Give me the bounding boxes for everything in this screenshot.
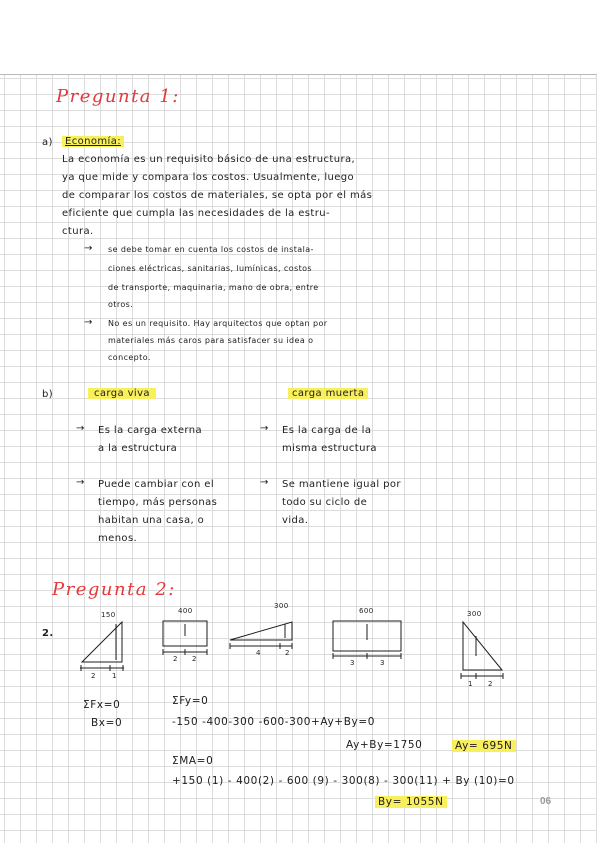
muerta-2-line-3: vida. (282, 515, 309, 526)
part-a-line-2: ya que mide y compara los costos. Usualmente, luego (62, 172, 355, 183)
bullet-1-arrow: → (84, 243, 93, 254)
bullet-1-line-3: de transporte, maquinaria, mano de obra, entre (108, 283, 319, 292)
dim-2-a: 2 (91, 672, 96, 680)
eq-sum-fy: ΣFy=0 (172, 695, 209, 707)
dim-2-e: 2 (488, 680, 493, 688)
muerta-arrow-2: → (260, 477, 269, 488)
bullet-2-arrow: → (84, 317, 93, 328)
viva-arrow-1: → (76, 423, 85, 434)
dim-1-a: 1 (112, 672, 117, 680)
bullet-2-line-3: concepto. (108, 353, 151, 362)
question-1-title: Pregunta 1: (56, 86, 180, 107)
eq-ay-plus-by: Ay+By=1750 (346, 739, 423, 751)
triangular-load-3 (463, 622, 502, 670)
result-by (375, 796, 447, 808)
bullet-1-line-2: ciones eléctricas, sanitarias, lumínicas, costos (108, 264, 312, 273)
bullet-1-line-1: se debe tomar en cuenta los costos de instala- (108, 245, 314, 254)
muerta-arrow-1: → (260, 423, 269, 434)
triangular-load-2 (230, 622, 292, 640)
page-number: 06 (540, 796, 552, 807)
question-2-title: Pregunta 2: (52, 579, 176, 600)
dim-2-d: 2 (285, 649, 290, 657)
problem-number: 2. (42, 628, 54, 639)
dim-3-a: 3 (350, 659, 355, 667)
dim-2-c: 2 (192, 655, 197, 663)
muerta-1-line-2: misma estructura (282, 443, 377, 454)
dim-3-b: 3 (380, 659, 385, 667)
viva-1-line-2: a la estructura (98, 443, 178, 454)
load-label-300-a: 300 (274, 602, 289, 610)
carga-muerta-highlight: carga muerta (288, 388, 368, 399)
load-label-150: 150 (101, 611, 116, 619)
eq-ma-expression: +150 (1) - 400(2) - 600 (9) - 300(8) - 300(11) + By (10)=0 (172, 775, 515, 787)
viva-2-line-3: habitan una casa, o (98, 515, 205, 526)
part-a-line-4: eficiente que cumpla las necesidades de la estru- (62, 208, 330, 219)
bullet-1-line-4: otros. (108, 300, 134, 309)
result-ay (452, 740, 516, 752)
part-b-marker: b) (42, 389, 54, 400)
dim-2-b: 2 (173, 655, 178, 663)
dim-4: 4 (256, 649, 261, 657)
carga-viva-highlight: carga viva (88, 388, 156, 399)
part-a-line-1: La economía es un requisito básico de una estructura, (62, 154, 356, 165)
viva-2-line-2: tiempo, más personas (98, 497, 218, 508)
part-a-line-5: ctura. (62, 226, 94, 237)
viva-1-line-1: Es la carga externa (98, 425, 202, 436)
part-a-line-3: de comparar los costos de materiales, se opta por el más (62, 190, 373, 201)
part-a-marker: a) (42, 137, 53, 148)
load-label-400: 400 (178, 607, 193, 615)
viva-2-line-1: Puede cambiar con el (98, 479, 214, 490)
muerta-2-line-2: todo su ciclo de (282, 497, 368, 508)
eq-sum-ma: ΣMA=0 (172, 755, 214, 767)
muerta-2-line-1: Se mantiene igual por (282, 479, 401, 490)
dim-1-b: 1 (468, 680, 473, 688)
bullet-2-line-2: materiales más caros para satisfacer su idea o (108, 336, 314, 345)
bullet-2-line-1: No es un requisito. Hay arquitectos que optan por (108, 319, 328, 328)
viva-2-line-4: menos. (98, 533, 138, 544)
eq-bx: Bx=0 (91, 717, 123, 729)
result-ay-highlight: Ay= 695N (452, 740, 516, 752)
eq-fy-expression: -150 -400-300 -600-300+Ay+By=0 (172, 716, 376, 728)
eq-sum-fx: ΣFx=0 (83, 699, 121, 711)
viva-arrow-2: → (76, 477, 85, 488)
result-by-highlight: By= 1055N (375, 796, 447, 808)
muerta-1-line-1: Es la carga de la (282, 425, 372, 436)
load-label-300-b: 300 (467, 610, 482, 618)
economia-highlight: Economía: (62, 136, 124, 147)
load-label-600: 600 (359, 607, 374, 615)
